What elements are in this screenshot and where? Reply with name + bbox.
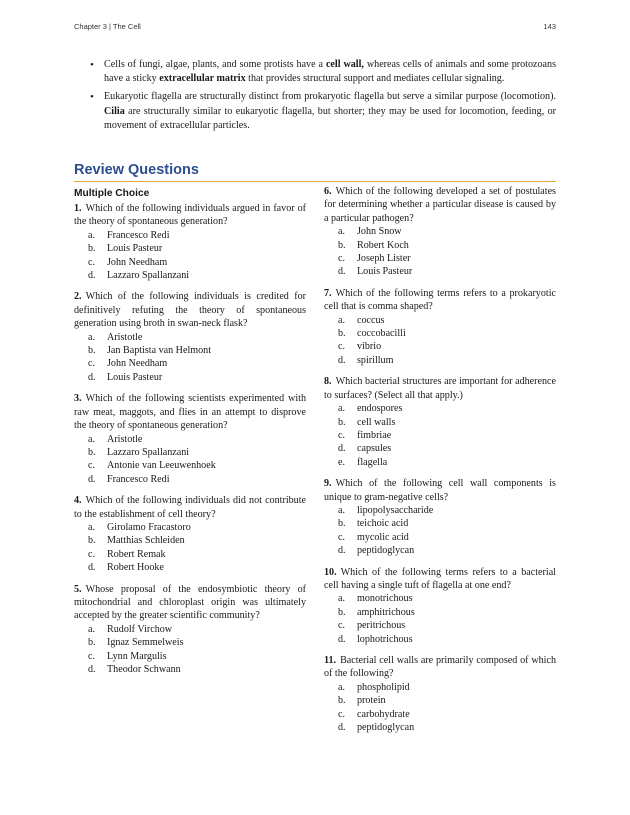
page-header (74, 22, 556, 36)
option-letter: b. (88, 345, 96, 357)
question-text (74, 392, 306, 432)
answer-option (324, 327, 556, 340)
option-letter: b. (88, 243, 96, 255)
option-letter: c. (88, 548, 96, 560)
question-text (324, 477, 556, 504)
option-text: peritrichous (357, 620, 406, 632)
question-stem: Which of the following developed a set of postulates for determining whether a particular disease is caused by a particular pathogen? (324, 186, 556, 224)
answer-option (324, 633, 556, 646)
question-stem: Which of the following individuals is credited for definitively refuting the theory of spontaneous generation using broth in swan-neck flask? (74, 291, 306, 330)
section-title: Review Questions (74, 162, 556, 182)
option-text: monotrichous (357, 593, 413, 605)
option-letter: a. (88, 521, 96, 533)
option-text: vibrio (357, 341, 382, 353)
question-11 (324, 654, 556, 734)
question-number: 2. (74, 291, 82, 303)
question-2 (74, 290, 306, 384)
question-1 (74, 202, 306, 282)
chapter-title: Chapter 3 | The Cell (74, 22, 141, 31)
option-text: John Snow (357, 226, 402, 238)
answer-options (74, 623, 306, 677)
question-number: 1. (74, 203, 82, 214)
option-letter: a. (88, 331, 96, 343)
answer-option (74, 269, 306, 282)
answer-option (74, 636, 306, 649)
answer-option (74, 473, 306, 486)
option-text: coccus (357, 314, 385, 326)
question-stem: Which of the following scientists experimented with raw meat, maggots, and flies in an attempt to disprove the theory of spontaneous generation? (74, 393, 306, 432)
question-10 (324, 566, 556, 646)
answer-option (324, 619, 556, 632)
bullet-text: Cells of fungi, algae, plants, and some protists have a (104, 59, 326, 70)
answer-option (74, 357, 306, 370)
answer-options (324, 681, 556, 735)
bullet-item (88, 90, 556, 133)
answer-options (74, 521, 306, 575)
option-letter: d. (88, 473, 96, 485)
option-letter: c. (338, 253, 346, 265)
option-text: peptidoglycan (357, 545, 415, 557)
option-letter: a. (88, 229, 96, 241)
question-text (324, 287, 556, 314)
option-letter: b. (338, 328, 346, 340)
option-text: Louis Pasteur (357, 266, 413, 278)
bullet-item (88, 58, 556, 86)
option-letter: c. (338, 429, 346, 441)
question-5 (74, 583, 306, 677)
subsection-title: Multiple Choice (74, 188, 150, 199)
option-letter: b. (88, 446, 96, 458)
option-text: Ignaz Semmelweis (107, 637, 184, 649)
option-letter: c. (338, 708, 346, 720)
option-text: Antonie van Leeuwenhoek (107, 460, 216, 472)
question-text (74, 494, 306, 521)
option-letter: b. (88, 637, 96, 649)
answer-option (324, 681, 556, 694)
page-number: 143 (543, 22, 556, 31)
option-letter: a. (338, 504, 346, 516)
option-letter: d. (88, 664, 96, 675)
key-term: extracellular matrix (159, 73, 246, 85)
key-term: cell wall, (325, 59, 364, 70)
question-stem: Which of the following terms refers to a bacterial cell having a single tuft of flagella at one end? (324, 566, 556, 591)
option-letter: b. (338, 518, 346, 530)
option-text: mycolic acid (357, 531, 409, 543)
option-text: lipopolysaccharide (357, 504, 434, 516)
option-text: capsules (357, 443, 392, 455)
question-number: 6. (324, 186, 332, 197)
option-text: Robert Hooke (107, 562, 164, 574)
question-8 (324, 375, 556, 469)
bullet-text: whereas cells of animals and some protozoans have a sticky (104, 59, 557, 85)
question-stem: Bacterial cell walls are primarily composed of which of the following? (324, 655, 556, 680)
answer-option (74, 229, 306, 242)
option-letter: d. (88, 562, 96, 574)
answer-option (324, 416, 556, 429)
answer-option (74, 534, 306, 547)
option-text: Aristotle (107, 331, 143, 343)
question-text (324, 566, 556, 593)
option-text: phospholipid (357, 681, 410, 693)
option-letter: c. (88, 460, 96, 472)
option-text: Girolamo Fracastoro (107, 521, 191, 533)
answer-option (324, 456, 556, 469)
answer-option (74, 650, 306, 663)
option-text: carbohydrate (357, 708, 410, 720)
answer-option (324, 429, 556, 442)
answer-option (74, 256, 306, 269)
question-number: 11. (324, 655, 337, 666)
answer-option (74, 663, 306, 676)
answer-options (324, 504, 556, 558)
right-column (324, 185, 556, 742)
answer-options (74, 331, 306, 385)
option-letter: d. (338, 354, 346, 366)
answer-option (74, 331, 306, 344)
answer-options (74, 433, 306, 487)
answer-option (324, 606, 556, 619)
answer-option (74, 521, 306, 534)
option-text: amphitrichous (357, 606, 415, 618)
answer-option (74, 433, 306, 446)
answer-option (324, 252, 556, 265)
option-text: endospores (357, 403, 403, 415)
option-letter: b. (338, 695, 346, 707)
option-letter: d. (338, 722, 346, 734)
question-7 (324, 287, 556, 367)
question-stem: Which of the following cell wall components is unique to gram-negative cells? (324, 478, 556, 503)
option-text: Joseph Lister (357, 253, 411, 265)
option-text: Rudolf Virchow (107, 623, 173, 635)
answer-option (324, 694, 556, 707)
option-text: Aristotle (107, 433, 143, 445)
answer-options (74, 229, 306, 283)
answer-option (324, 354, 556, 367)
option-letter: a. (88, 623, 96, 635)
question-6 (324, 185, 556, 279)
option-letter: a. (338, 314, 346, 326)
option-letter: d. (338, 443, 346, 455)
answer-option (324, 708, 556, 721)
answer-options (324, 314, 556, 368)
answer-option (324, 517, 556, 530)
option-text: flagella (357, 456, 388, 468)
answer-option (324, 442, 556, 455)
option-text: cell walls (357, 416, 396, 428)
answer-option (324, 504, 556, 517)
option-text: Lazzaro Spallanzani (107, 270, 190, 282)
option-letter: a. (338, 226, 346, 238)
answer-option (74, 371, 306, 384)
option-text: peptidoglycan (357, 722, 415, 734)
bullet-text: that provides structural support and mediates cellular signaling. (245, 73, 505, 85)
question-9 (324, 477, 556, 557)
option-letter: c. (338, 531, 346, 543)
answer-option (74, 446, 306, 459)
answer-option (324, 239, 556, 252)
answer-option (324, 544, 556, 557)
option-text: Jan Baptista van Helmont (107, 345, 212, 357)
answer-option (74, 242, 306, 255)
question-stem: Whose proposal of the endosymbiotic theory of mitochondrial and chloroplast origin was ultimately accepted by the greater scientific community? (74, 583, 306, 622)
option-letter: e. (338, 456, 346, 468)
option-letter: d. (338, 633, 346, 645)
left-column (74, 188, 306, 684)
answer-option (324, 314, 556, 327)
question-text (74, 290, 306, 330)
question-text (74, 583, 306, 623)
question-stem: Which of the following individuals did not contribute to the establishment of cell theory? (74, 495, 306, 520)
option-letter: b. (338, 416, 346, 428)
option-letter: c. (88, 256, 96, 268)
answer-option (74, 548, 306, 561)
option-letter: c. (88, 650, 96, 662)
answer-option (324, 402, 556, 415)
option-text: lophotrichous (357, 633, 413, 645)
option-text: Louis Pasteur (107, 371, 163, 383)
option-text: John Needham (107, 358, 168, 370)
option-text: Francesco Redi (107, 229, 170, 241)
option-text: teichoic acid (357, 518, 409, 530)
answer-option (324, 225, 556, 238)
answer-options (324, 225, 556, 279)
option-text: coccobacilli (357, 328, 406, 340)
question-number: 4. (74, 495, 82, 507)
question-number: 8. (324, 376, 332, 388)
answer-option (324, 592, 556, 605)
answer-options (324, 592, 556, 646)
option-letter: c. (338, 620, 346, 632)
answer-option (324, 531, 556, 544)
question-4 (74, 494, 306, 574)
question-number: 3. (74, 393, 82, 405)
answer-option (74, 344, 306, 357)
option-letter: d. (338, 545, 346, 557)
answer-option (324, 721, 556, 734)
option-text: protein (357, 695, 386, 707)
answer-option (324, 340, 556, 353)
option-letter: c. (338, 341, 346, 353)
option-letter: d. (88, 371, 96, 383)
question-3 (74, 392, 306, 486)
option-text: fimbriae (357, 429, 392, 441)
question-text (74, 202, 306, 229)
question-text (324, 654, 556, 681)
option-text: Francesco Redi (107, 473, 170, 485)
option-text: Lazzaro Spallanzani (107, 446, 190, 458)
option-letter: d. (88, 270, 96, 282)
question-stem: Which of the following individuals argued in favor of the theory of spontaneous generation? (74, 203, 306, 228)
option-letter: a. (338, 681, 346, 693)
option-letter: c. (88, 358, 96, 370)
option-text: Matthias Schleiden (107, 535, 185, 547)
option-text: John Needham (107, 256, 168, 268)
option-text: Theodor Schwann (107, 664, 181, 675)
key-term: Cilia (104, 105, 125, 117)
question-number: 10. (324, 566, 337, 578)
question-text (324, 185, 556, 225)
question-number: 5. (74, 583, 82, 595)
answer-option (74, 459, 306, 472)
question-stem: Which bacterial structures are important for adherence to surfaces? (Select all that apply.) (324, 376, 556, 401)
option-letter: b. (88, 535, 96, 547)
question-number: 9. (324, 478, 332, 490)
option-text: spirillum (357, 354, 394, 366)
option-letter: a. (338, 593, 346, 605)
question-text (324, 375, 556, 402)
option-letter: b. (338, 606, 346, 618)
option-text: Robert Remak (107, 548, 166, 560)
answer-option (324, 265, 556, 278)
option-text: Lynn Margulis (107, 650, 167, 662)
option-letter: a. (88, 433, 96, 445)
question-stem: Which of the following terms refers to a prokaryotic cell that is comma shaped? (324, 287, 556, 313)
bullet-text: Eukaryotic flagella are structurally distinct from prokaryotic flagella but serve a similar purpose (locomotion). (104, 91, 556, 103)
answer-option (74, 623, 306, 636)
option-letter: d. (338, 266, 346, 278)
option-letter: b. (338, 239, 346, 251)
summary-bullets (88, 58, 556, 137)
answer-option (74, 561, 306, 574)
answer-options (324, 402, 556, 469)
option-letter: a. (338, 403, 346, 415)
option-text: Louis Pasteur (107, 243, 163, 255)
question-number: 7. (324, 287, 332, 299)
bullet-text: are structurally similar to eukaryotic flagella, but shorter; they may be used for locomotion, feeding, or movement of extracellular particles. (104, 105, 556, 131)
option-text: Robert Koch (357, 239, 409, 251)
